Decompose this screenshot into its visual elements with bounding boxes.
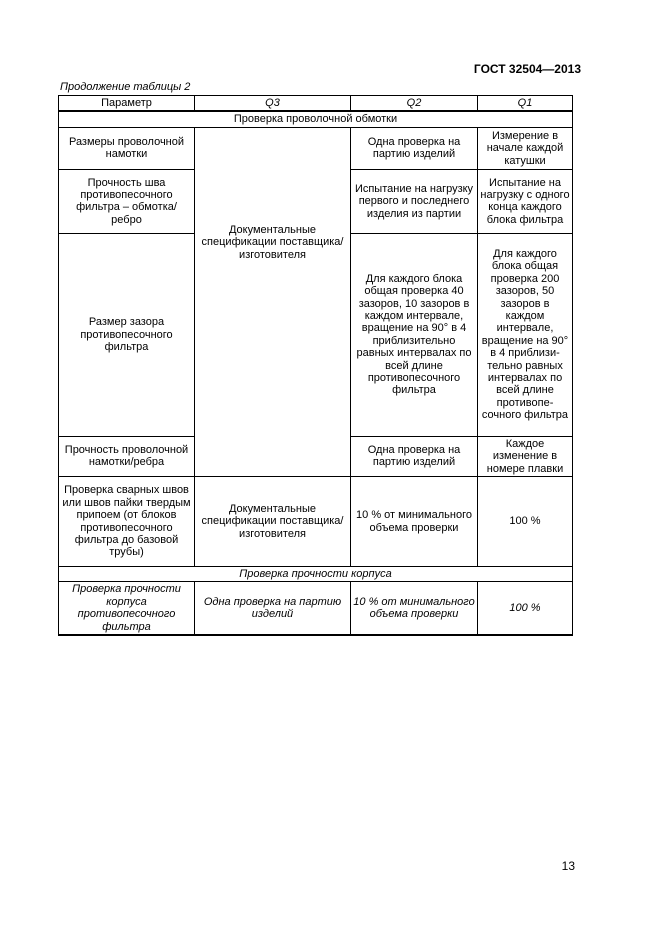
q1-cell: Каждое изменение в номере плавки bbox=[478, 436, 573, 476]
section-row-wire bbox=[59, 111, 573, 127]
col-header-param: Параметр bbox=[59, 96, 195, 112]
q1-cell: 100 % bbox=[478, 582, 573, 635]
q3-cell: Одна проверка на партию изделий bbox=[195, 582, 351, 635]
q1-cell: Для каждого блока общая проверка 200 зазоров, 50 зазоров в каждом интервале, вращение на 90° в 4 приблизительно равных интервалах по всей длине противопесочного фильтра bbox=[478, 233, 573, 436]
q2-cell: Для каждого блока общая проверка 40 зазоров, 10 зазоров в каждом интервале, вращение на 90° в 4 приблизительно равных интервалах по всей длине противопесочного фильтра bbox=[351, 233, 478, 436]
q2-cell: Испытание на нагрузку первого и последнего изделия из партии bbox=[351, 169, 478, 233]
q1-cell: 100 % bbox=[478, 477, 573, 567]
param-cell: Прочность шва противопесочного фильтра – обмотка/ребро bbox=[59, 169, 195, 233]
q2-cell: 10 % от минимального объема проверки bbox=[351, 582, 478, 635]
param-cell: Прочность проволочной намотки/ребра bbox=[59, 436, 195, 476]
param-cell: Проверка прочности корпуса противопесочного фильтра bbox=[59, 582, 195, 635]
q3-cell: Документальные спецификации поставщика/изготовителя bbox=[195, 477, 351, 567]
q2-cell: Одна проверка на партию изделий bbox=[351, 436, 478, 476]
page-number: 13 bbox=[561, 859, 575, 873]
section-title: Проверка проволочной обмотки bbox=[59, 111, 573, 127]
table-row bbox=[59, 127, 573, 169]
section-title: Проверка прочности корпуса bbox=[59, 567, 573, 582]
param-cell: Размеры проволочной намотки bbox=[59, 127, 195, 169]
param-cell: Размер зазора противопесочного фильтра bbox=[59, 233, 195, 436]
q3-merged-cell: Документальные спецификации поставщика/изготовителя bbox=[195, 127, 351, 476]
col-header-q3: Q3 bbox=[195, 96, 351, 112]
table-row bbox=[59, 582, 573, 635]
table-caption: Продолжение таблицы 2 bbox=[60, 81, 191, 93]
q2-cell: Одна проверка на партию изделий bbox=[351, 127, 478, 169]
col-header-q1: Q1 bbox=[478, 96, 573, 112]
spec-table bbox=[58, 95, 573, 636]
col-header-q2: Q2 bbox=[351, 96, 478, 112]
document-code: ГОСТ 32504—2013 bbox=[473, 62, 581, 76]
q1-cell: Испытание на нагрузку с одного конца каждого блока фильтра bbox=[478, 169, 573, 233]
param-cell: Проверка сварных швов или швов пайки твердым припоем (от блоков противопесочного фильтра до базовой трубы) bbox=[59, 477, 195, 567]
q2-cell: 10 % от минимального объема проверки bbox=[351, 477, 478, 567]
section-row-housing bbox=[59, 567, 573, 582]
table-row bbox=[59, 477, 573, 567]
q1-cell: Измерение в начале каждой катушки bbox=[478, 127, 573, 169]
table-header-row bbox=[59, 96, 573, 112]
